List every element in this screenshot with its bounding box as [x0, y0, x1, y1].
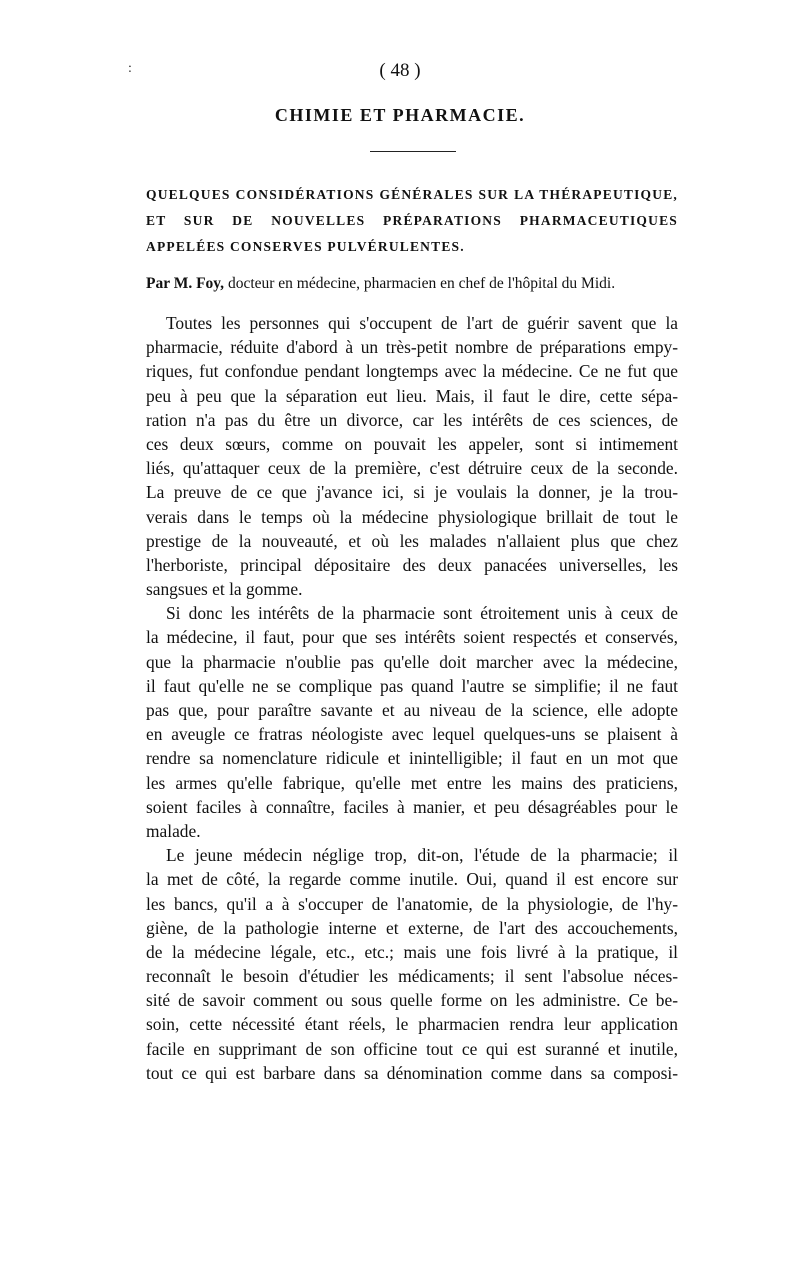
article-title-line: ET SUR DE NOUVELLES PRÉPARATIONS PHARMACEUTIQUES: [146, 213, 678, 228]
body-line: pas que, pour paraître savante et au niveau de la science, elle adopte: [146, 700, 678, 720]
byline: [146, 273, 678, 295]
body-line: en aveugle ce fratras néologiste avec lequel quelques-uns se plaisent à: [146, 724, 678, 745]
title-rule: [370, 151, 456, 152]
body-line: la met de côté, la regarde comme inutile. Oui, quand il est encore sur: [146, 869, 678, 890]
body-line: rendre sa nomenclature ridicule et inintelligible; il faut en un mot que: [146, 748, 678, 769]
body-line: la médecine, il faut, pour que ses intérêts soient respectés et conservés,: [146, 627, 678, 648]
body-line: tout ce qui est barbare dans sa dénomination comme dans sa composi-: [146, 1062, 678, 1083]
article-title-line: QUELQUES CONSIDÉRATIONS GÉNÉRALES SUR LA THÉRAPEUTIQUE,: [146, 187, 678, 202]
body-line: que la pharmacie n'oublie pas qu'elle doit marcher avec la médecine,: [146, 651, 678, 672]
body-text: [146, 311, 678, 1085]
body-line: liés, qu'attaquer ceux de la première, c'est détruire ceux de la seconde.: [146, 458, 678, 479]
body-line: il faut qu'elle ne se complique pas quand l'autre se simplifie; il ne faut: [146, 675, 678, 696]
body-line: soin, cette nécessité étant réels, le pharmacien rendra leur application: [146, 1014, 678, 1035]
body-line: Si donc les intérêts de la pharmacie sont étroitement unis à ceux de: [166, 603, 678, 624]
body-line: soient faciles à connaître, faciles à manier, et peu désagréables pour le: [146, 796, 678, 817]
body-line: sangsues et la gomme.: [146, 579, 303, 600]
body-line: malade.: [146, 820, 201, 841]
section-title: CHIMIE ET PHARMACIE.: [274, 105, 526, 125]
body-line: prestige de la nouveauté, et où les malades n'allaient plus que chez: [146, 530, 678, 551]
body-line: ration n'a pas du être un divorce, car les intérêts de ces sciences, de: [146, 409, 678, 430]
body-line: reconnaît le besoin d'étudier les médicaments; il sent l'absolue néces-: [146, 966, 678, 987]
article-title-line: APPELÉES CONSERVES PULVÉRULENTES.: [146, 239, 465, 254]
body-line: les bancs, qu'il a à s'occuper de l'anatomie, de la physiologie, de l'hy-: [146, 893, 678, 914]
body-line: ces deux sœurs, comme on pouvait les appeler, sont si intimement: [146, 433, 678, 454]
body-line: peu à peu que la séparation eut lieu. Mais, il faut le dire, cette sépa-: [146, 385, 678, 406]
page-number: ( 48 ): [379, 60, 421, 81]
body-line: l'herboriste, principal dépositaire des deux panacées universelles, les: [146, 554, 678, 575]
body-line: riques, fut confondue pendant longtemps avec la médecine. Ce ne fut que: [146, 361, 678, 382]
body-line: pharmacie, réduite d'abord à un très-petit nombre de préparations empy-: [146, 337, 678, 358]
body-line: La preuve de ce que j'avance ici, si je voulais la donner, je la trou-: [146, 482, 678, 503]
body-line: Le jeune médecin néglige trop, dit-on, l'étude de la pharmacie; il: [166, 845, 678, 866]
body-line: Toutes les personnes qui s'occupent de l'art de guérir savent que la: [166, 313, 678, 333]
margin-mark: :: [128, 61, 132, 76]
byline-author: Par M. Foy,: [146, 275, 225, 292]
body-line: facile en supprimant de son officine tout ce qui est suranné et inutile,: [146, 1038, 678, 1059]
body-line: les armes qu'elle fabrique, qu'elle met entre les mains des praticiens,: [146, 772, 678, 793]
body-line: verais dans le temps où la médecine physiologique brillait de tout le: [146, 506, 678, 527]
article-title: [146, 182, 678, 260]
body-line: sité de savoir comment ou sous quelle forme on les administre. Ce be-: [146, 990, 678, 1011]
byline-description: docteur en médecine, pharmacien en chef de l'hôpital du Midi.: [224, 275, 616, 292]
body-line: de la médecine légale, etc., etc.; mais une fois livré à la pratique, il: [146, 941, 678, 962]
body-line: giène, de la pathologie interne et externe, de l'art des accouchements,: [146, 917, 678, 938]
